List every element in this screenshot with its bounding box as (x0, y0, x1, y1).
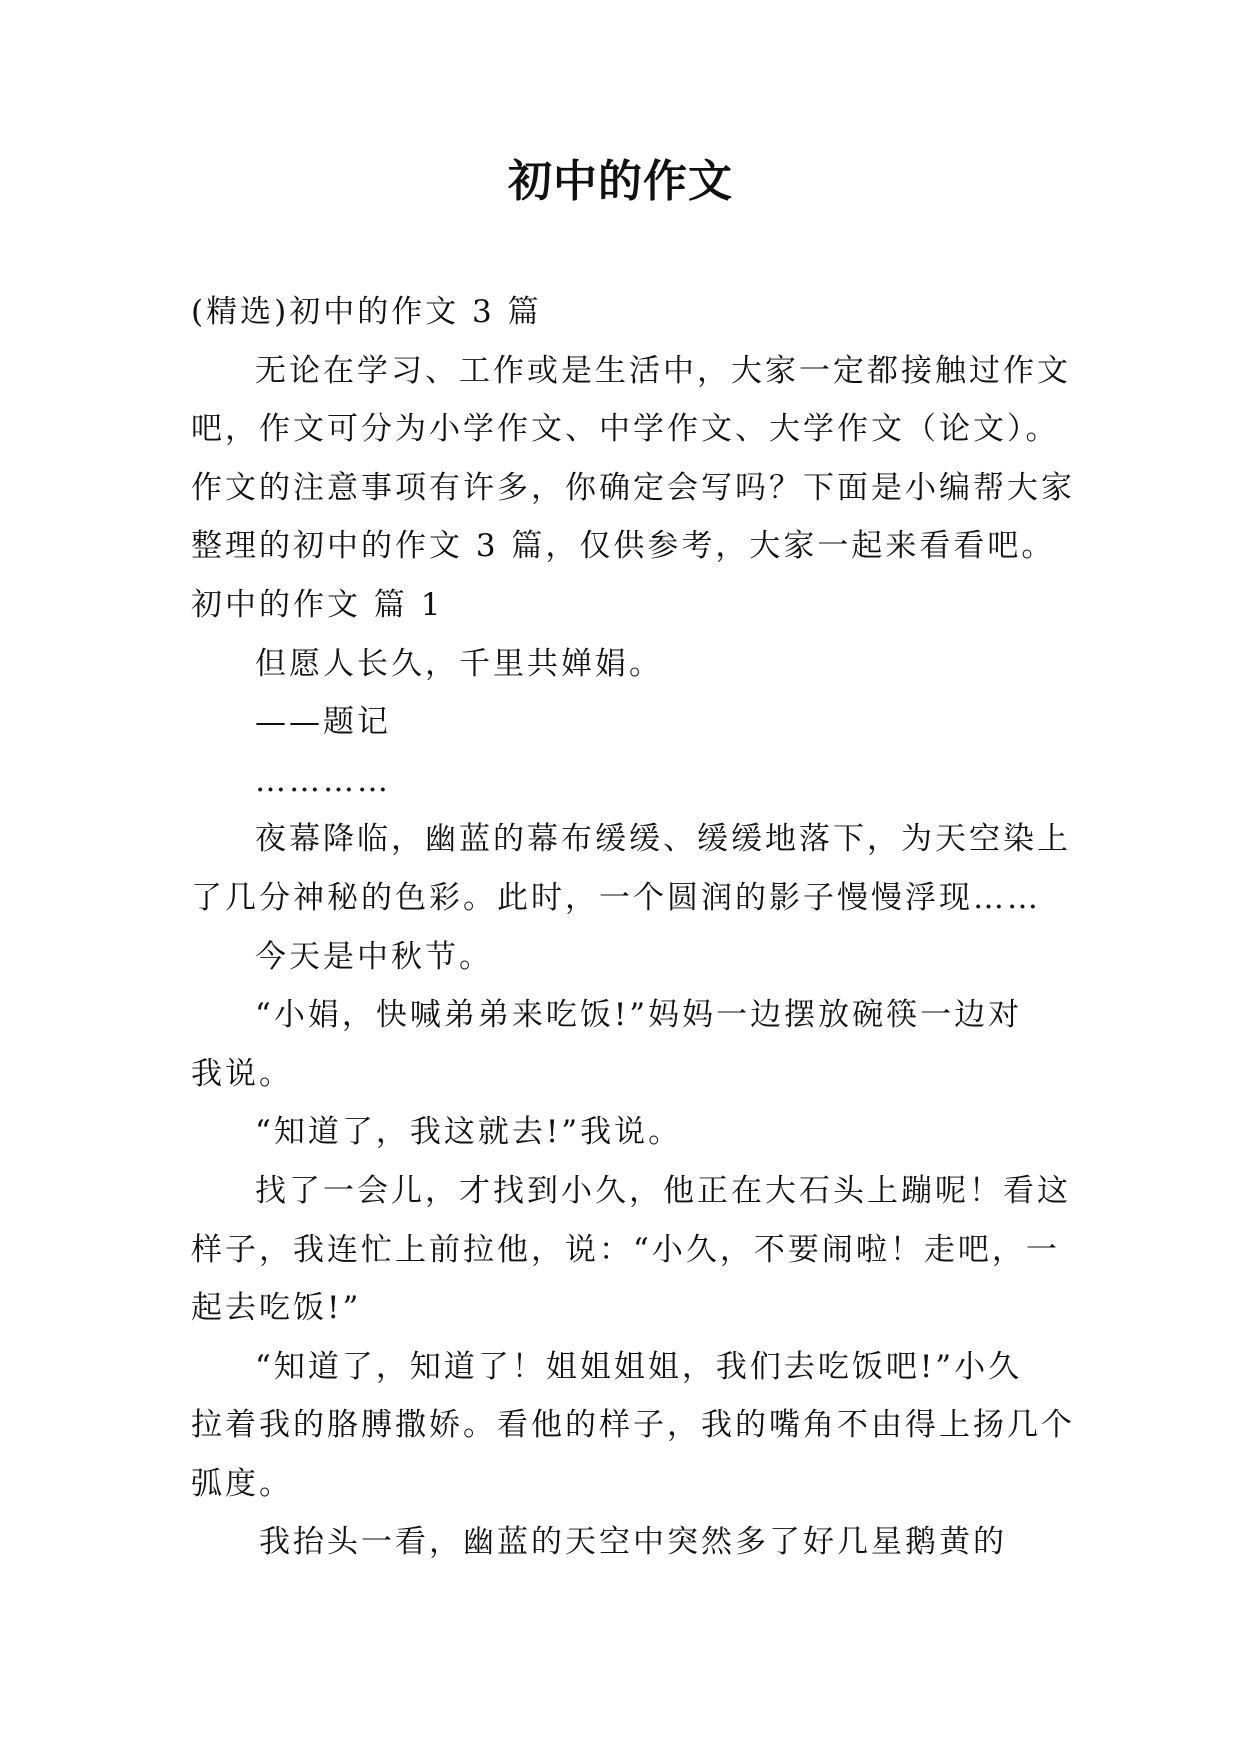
paragraph-line: 吧，作文可分为小学作文、中学作文、大学作文（论文）。 (191, 411, 1060, 448)
paragraph-line: 弧度。 (191, 1465, 293, 1502)
epigraph-attribution: ——题记 (255, 704, 391, 741)
paragraph-line: 了几分神秘的色彩。此时，一个圆润的影子慢慢浮现…… (191, 879, 1041, 916)
paragraph-line: 无论在学习、工作或是生活中，大家一定都接触过作文 (255, 352, 1071, 389)
paragraph-line: “知道了，知道了！姐姐姐姐，我们去吃饭吧!”小久 (255, 1348, 1023, 1385)
paragraph-line: 样子，我连忙上前拉他，说：“小久，不要闹啦！走吧，一 (191, 1231, 1060, 1268)
paragraph-line: 起去吃饭!” (191, 1290, 362, 1327)
paragraph-line: 我抬头一看，幽蓝的天空中突然多了好几星鹅黄的 (259, 1524, 1007, 1561)
section-heading: 初中的作文 篇 1 (191, 586, 444, 623)
paragraph-line: 夜幕降临，幽蓝的幕布缓缓、缓缓地落下，为天空染上 (255, 821, 1071, 858)
paragraph-line: 拉着我的胳膊撒娇。看他的样子，我的嘴角不由得上扬几个 (191, 1407, 1075, 1444)
subtitle-line: (精选)初中的作文 3 篇 (191, 294, 542, 330)
paragraph-line: 我说。 (191, 1055, 293, 1092)
epigraph-line: 但愿人长久，千里共婵娟。 (255, 645, 663, 682)
page-title: 初中的作文 (508, 156, 733, 207)
paragraph-line: “知道了，我这就去!”我说。 (255, 1114, 683, 1151)
paragraph-line: 今天是中秋节。 (255, 938, 493, 975)
paragraph-line: “小娟，快喊弟弟来吃饭!”妈妈一边摆放碗筷一边对 (255, 997, 1023, 1034)
paragraph-line: 找了一会儿，才找到小久，他正在大石头上蹦呢！看这 (255, 1172, 1071, 1209)
paragraph-line: 作文的注意事项有许多，你确定会写吗？下面是小编帮大家 (191, 469, 1075, 506)
ellipsis-line: ………… (255, 762, 391, 799)
document-body (191, 283, 1075, 1572)
paragraph-line: 整理的初中的作文 3 篇，仅供参考，大家一起来看看吧。 (191, 528, 1056, 565)
